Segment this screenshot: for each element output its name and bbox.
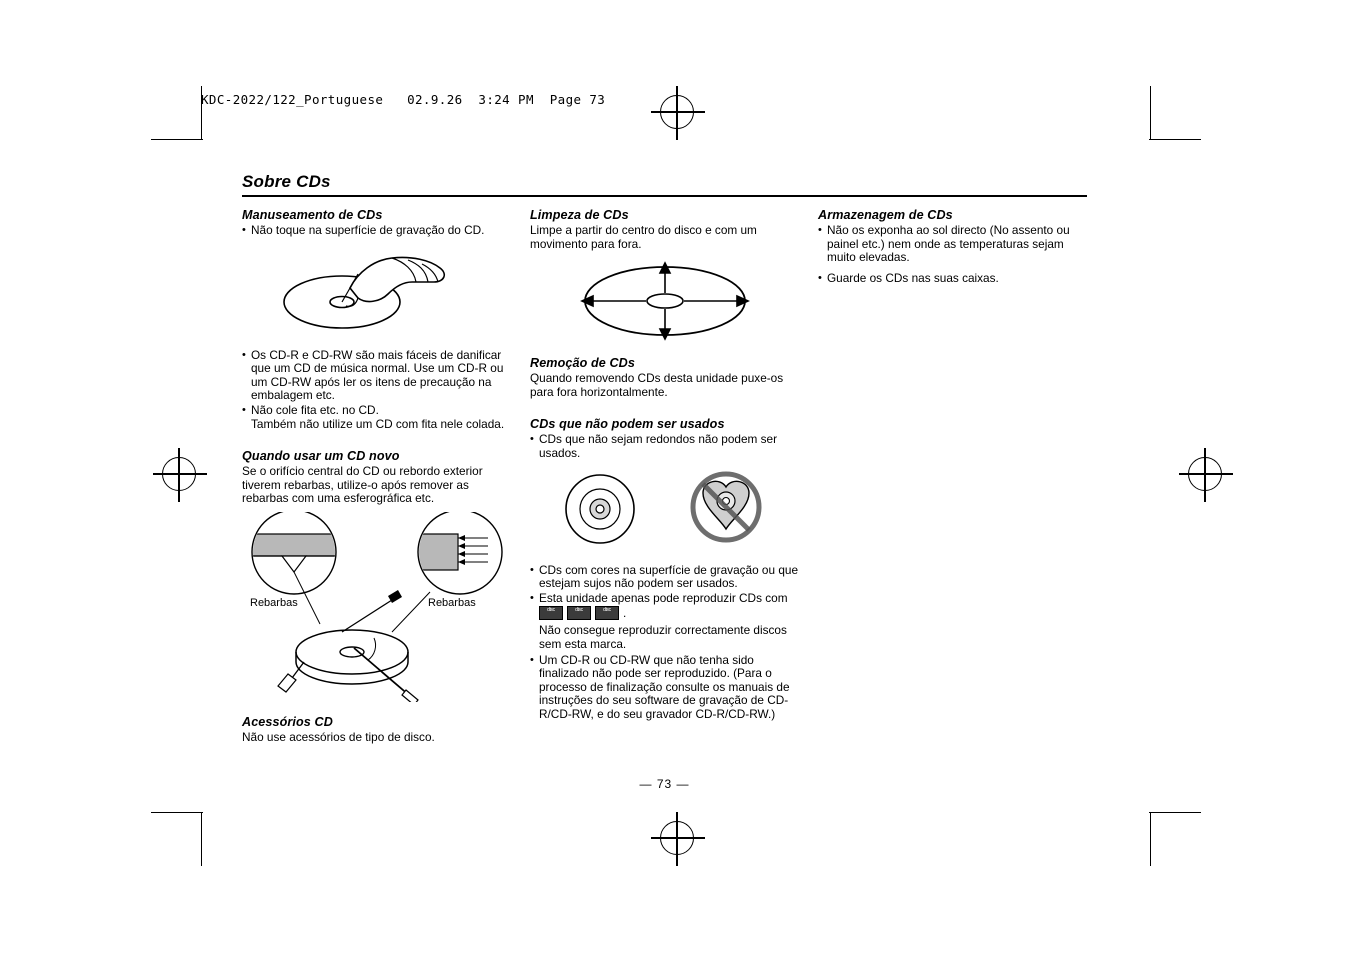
paragraph-cd-novo: Se o orifício central do CD ou rebordo exterior tiverem rebarbas, utilize-o após remover as rebarbas com uma esferográfica etc. [242, 464, 483, 506]
figure-hand-touching-cd [242, 244, 512, 341]
list-cds-nao-usados-3 [530, 654, 800, 722]
list-item: • CDs que não sejam redondos não podem ser usados. [530, 433, 800, 460]
logo-row-period: . [623, 606, 627, 621]
list-item [242, 404, 512, 431]
compact-disc-logo-icon: disc [595, 606, 619, 620]
paragraph-acessorios: Não use acessórios de tipo de disco. [242, 729, 435, 744]
registration-mark-top [660, 95, 694, 129]
crop-mark-top-left-horizontal [151, 139, 203, 140]
list-item: • CDs com cores na superfície de gravação ou que estejam sujos não podem ser usados. [530, 564, 800, 591]
crop-mark-bottom-right-horizontal [1149, 812, 1201, 813]
section-heading-manuseamento: Manuseamento de CDs [242, 208, 383, 222]
section-heading-armazenagem: Armazenagem de CDs [818, 208, 953, 222]
figure-non-round-cd [530, 467, 800, 556]
section-heading-limpeza: Limpeza de CDs [530, 208, 629, 222]
section-heading-acessorios: Acessórios CD [242, 714, 333, 729]
registration-mark-left [162, 457, 196, 491]
crop-mark-top-right-horizontal [1149, 139, 1201, 140]
compact-disc-logo-icon: disc [567, 606, 591, 620]
column-left [242, 208, 530, 745]
list-manuseamento [242, 224, 512, 238]
crop-mark-bottom-left-horizontal [151, 812, 203, 813]
section-heading-remocao: Remoção de CDs [530, 356, 635, 371]
paragraph-remocao: Quando removendo CDs desta unidade puxe-os para fora horizontalmente. [530, 371, 784, 399]
figure-burr-removal [242, 512, 512, 707]
three-column-layout [242, 208, 1087, 745]
compact-disc-logo-icon: disc [539, 606, 563, 620]
list-item-subtext: Também não utilize um CD com fita nele colada. [251, 416, 505, 431]
column-middle [530, 208, 818, 745]
list-item-text: Esta unidade apenas pode reproduzir CDs com [539, 590, 788, 605]
list-item: • Os CD-R e CD-RW são mais fáceis de danificar que um CD de música normal. Use um CD-R ou um CD-RW após ler os itens de precaução na embalagem etc. [242, 349, 512, 403]
page-title: Sobre CDs [242, 172, 331, 191]
registration-mark-right [1188, 457, 1222, 491]
crop-mark-top-right-vertical [1150, 86, 1151, 140]
compact-disc-logo-row [530, 606, 800, 620]
figure-cd-cleaning [530, 257, 800, 348]
registration-mark-bottom [660, 821, 694, 855]
crop-mark-bottom-right-vertical [1150, 812, 1151, 866]
paragraph-sem-marca: Não consegue reproduzir correctamente discos sem esta marca. [539, 623, 787, 651]
list-item-text: Não cole fita etc. no CD. [251, 402, 379, 417]
svg-text:Rebarbas: Rebarbas [250, 596, 298, 609]
crop-mark-bottom-left-vertical [201, 812, 202, 866]
page-content [242, 172, 1087, 791]
list-item: • Um CD-R ou CD-RW que não tenha sido finalizado não pode ser reproduzido. (Para o processo de finalização consulte os manuais de instruções do seu software de gravação de CD-R/CD-RW, e do seu gravador CD-R/CD-RW.) [530, 654, 800, 722]
list-item: • Não os exponha ao sol directo (No assento ou painel etc.) nem onde as temperaturas sejam muito elevadas. [818, 224, 1087, 265]
list-cds-nao-usados-2 [530, 564, 800, 606]
section-heading-cd-novo: Quando usar um CD novo [242, 449, 400, 464]
page-number: — 73 — [639, 777, 690, 791]
column-right [818, 208, 1087, 745]
list-item [530, 592, 800, 606]
list-item: • Guarde os CDs nas suas caixas. [818, 272, 1087, 286]
list-item: • Não toque na superfície de gravação do CD. [242, 224, 512, 238]
list-manuseamento-2 [242, 349, 512, 432]
list-armazenagem [818, 224, 1087, 285]
list-cds-nao-usados-1 [530, 433, 800, 460]
section-heading-cds-nao-usados: CDs que não podem ser usados [530, 417, 725, 432]
file-stamp: KDC-2022/122_Portuguese 02.9.26 3:24 PM Page 73 [201, 92, 606, 107]
svg-text:Rebarbas: Rebarbas [428, 596, 476, 609]
paragraph-limpeza: Limpe a partir do centro do disco e com um movimento para fora. [530, 223, 757, 251]
title-rule [242, 195, 1087, 197]
